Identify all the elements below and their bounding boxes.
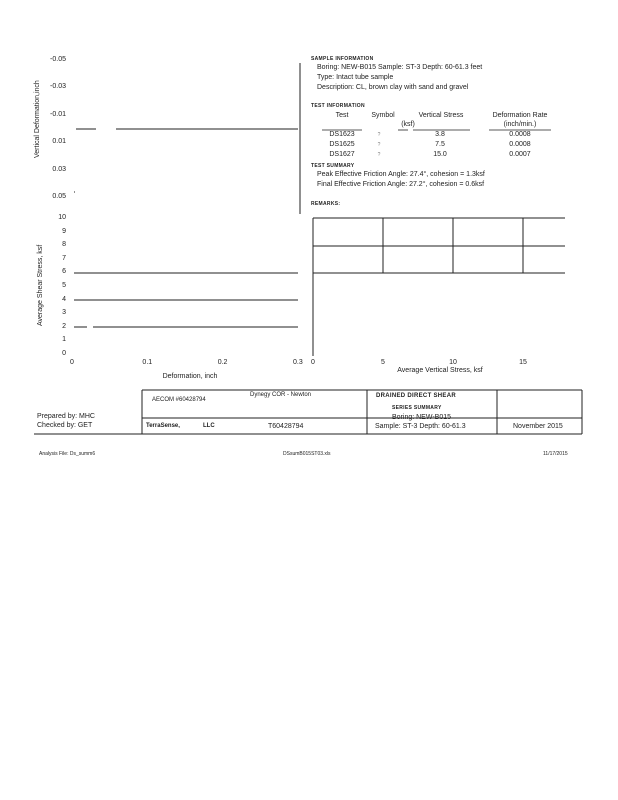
footer-spreadsheet: DSsumB015ST03.xls (283, 451, 331, 457)
shear-y-tick: 10 (58, 214, 66, 221)
client-name: Dynegy COR - Newton (250, 392, 312, 398)
report-title-line2: SERIES SUMMARY (392, 405, 442, 411)
test-row-id: DS1627 (329, 151, 355, 158)
final-friction-line: Final Effective Friction Angle: 27.2°, cohesion = 0.6ksf (317, 181, 485, 188)
envelope-x-tick: 10 (449, 359, 457, 366)
shear-y-tick: 6 (62, 268, 66, 276)
test-row-stress: 3.8 (435, 131, 445, 138)
footer-date: 11/17/2015 (543, 451, 568, 457)
title-sample: Sample: ST-3 Depth: 60-61.3 (375, 423, 466, 430)
test-summary-header: TEST SUMMARY (311, 163, 355, 169)
checked-by: Checked by: GET (37, 422, 93, 429)
deformation-y-tick: 0.01 (52, 138, 66, 146)
shear-y-tick: 0 (62, 350, 66, 357)
prepared-by: Prepared by: MHC (37, 413, 95, 420)
col-rate-header: Deformation Rate (492, 112, 548, 119)
shear-y-axis-label: Average Shear Stress, ksf (37, 244, 44, 326)
test-row-rate: 0.0007 (509, 151, 531, 158)
shear-x-tick: 0 (70, 359, 74, 366)
remarks-header: REMARKS: (311, 201, 341, 207)
envelope-x-tick: 15 (519, 359, 527, 366)
report-title-line1: DRAINED DIRECT SHEAR (376, 393, 457, 399)
shear-y-tick: 8 (62, 241, 66, 249)
deformation-y-tick: 0.05 (52, 193, 66, 200)
test-row-symbol: ? (377, 152, 381, 158)
test-row-stress: 7.5 (435, 141, 445, 148)
sample-description-line: Description: CL, brown clay with sand and gravel (317, 84, 469, 91)
shear-x-tick: 0.1 (142, 359, 153, 366)
test-row-stress: 15.0 (433, 151, 447, 158)
sample-info-header: SAMPLE INFORMATION (311, 56, 374, 62)
envelope-grid (313, 218, 565, 356)
shear-y-tick: 3 (62, 309, 66, 317)
shear-y-tick: 7 (62, 254, 66, 262)
shear-y-tick: 4 (62, 295, 66, 303)
project-number: T60428794 (268, 423, 304, 430)
deformation-y-tick: -0.03 (50, 83, 66, 91)
col-symbol-header: Symbol (371, 112, 395, 119)
col-stress-header: Vertical Stress (418, 112, 464, 119)
deformation-y-tick: -0.05 (50, 56, 66, 63)
sample-type-line: Type: Intact tube sample (317, 74, 394, 81)
shear-x-tick: 0.3 (293, 359, 303, 366)
sample-boring-line: Boring: NEW-B015 Sample: ST-3 Depth: 60-61.3 feet (317, 64, 483, 71)
shear-y-tick: 9 (62, 227, 66, 235)
test-row-rate: 0.0008 (509, 131, 531, 138)
shear-x-tick: 0.2 (217, 359, 228, 366)
deformation-y-tick: 0.03 (52, 165, 66, 173)
company-name: TerraSense, (146, 423, 180, 429)
test-row-symbol: ? (377, 132, 381, 138)
test-row-id: DS1625 (329, 141, 355, 148)
shear-x-axis-label: Deformation, inch (162, 373, 218, 380)
title-boring: Boring: NEW-B015 (392, 414, 452, 421)
col-rate-unit: (inch/min.) (503, 121, 537, 128)
test-row-id: DS1623 (329, 131, 355, 138)
envelope-x-axis-label: Average Vertical Stress, ksf (397, 367, 483, 374)
peak-friction-line: Peak Effective Friction Angle: 27.4°, cohesion = 1.3ksf (317, 171, 485, 178)
col-stress-unit: (ksf) (401, 121, 415, 128)
shear-y-tick: 5 (62, 282, 66, 289)
shear-y-tick: 1 (62, 336, 66, 344)
footer-analysis-file: Analysis File: Ds_summ6 (39, 451, 96, 457)
deformation-y-axis-label: Vertical Deformation,inch (34, 80, 41, 158)
company-suffix: LLC (203, 423, 215, 429)
test-row-rate: 0.0008 (509, 141, 531, 148)
aecom-project: AECOM #60428794 (152, 397, 206, 403)
test-info-header: TEST INFORMATION (311, 103, 365, 109)
envelope-x-tick: 0 (311, 359, 315, 366)
deformation-y-tick: -0.01 (50, 110, 66, 118)
col-test-header: Test (335, 112, 349, 119)
test-row-symbol: ? (377, 142, 381, 148)
shear-y-tick: 2 (62, 322, 66, 330)
report-date: November 2015 (513, 423, 563, 430)
envelope-x-tick: 5 (381, 359, 385, 366)
